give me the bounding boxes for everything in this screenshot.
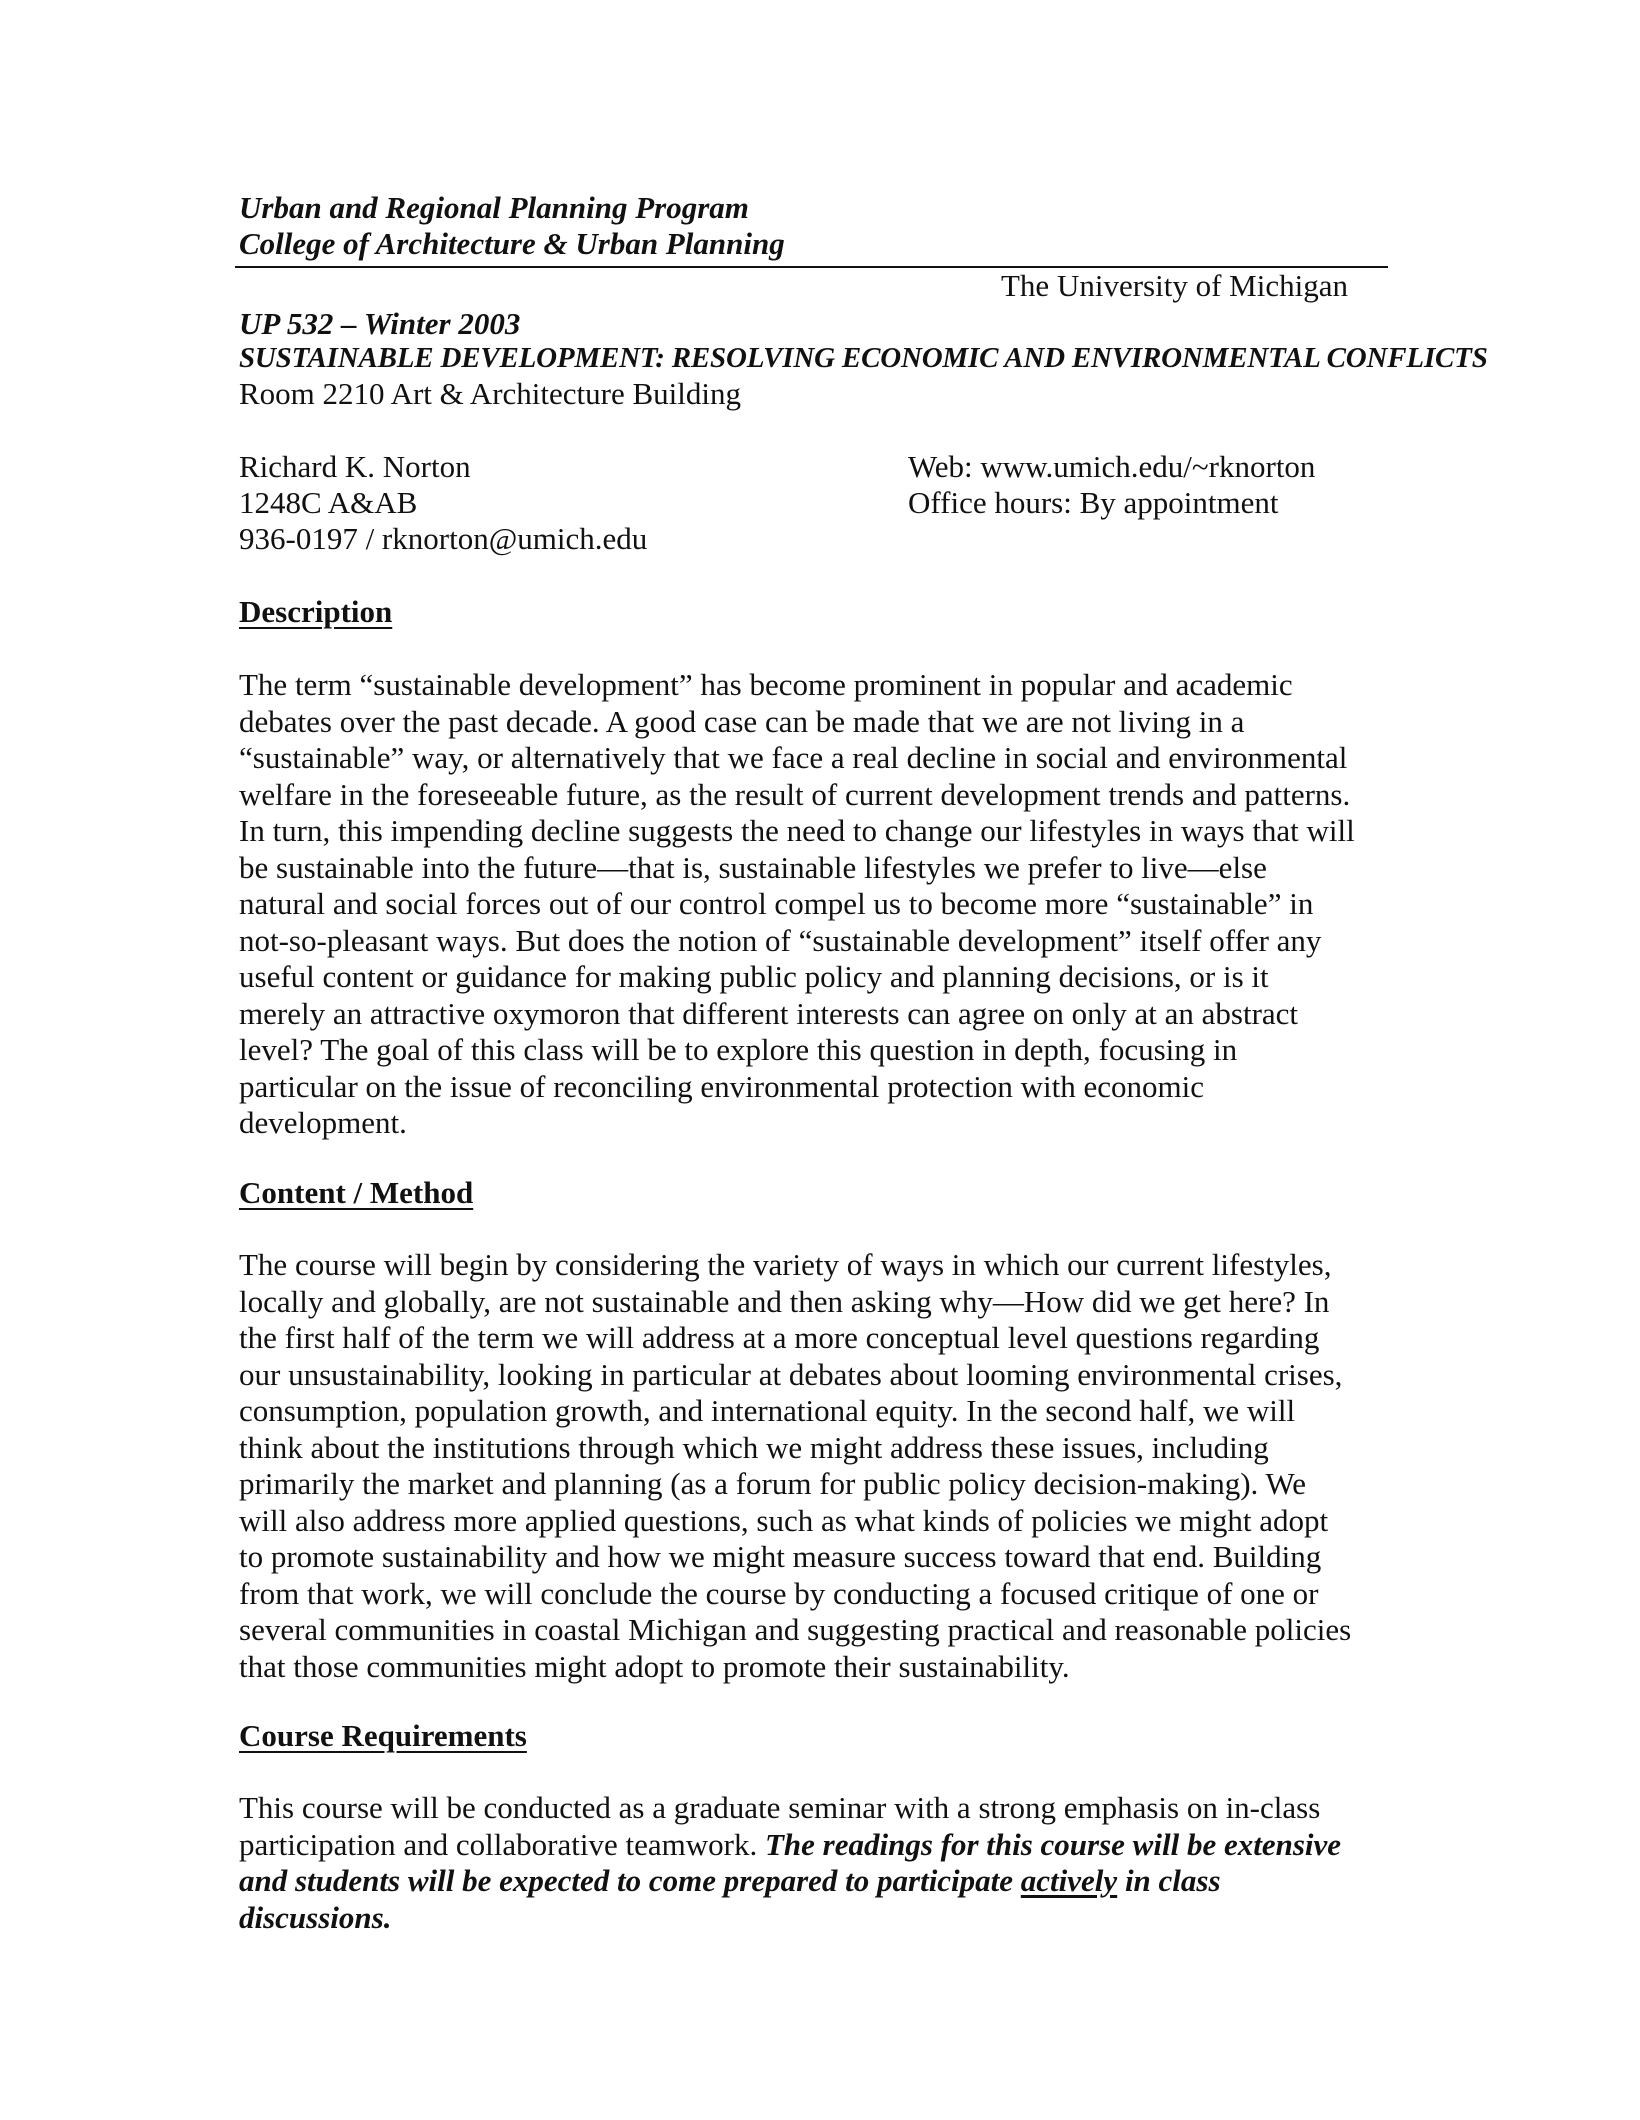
- actively-underlined-text: actively: [1020, 1863, 1118, 1898]
- paragraph-line: “sustainable” way, or alternatively that we face a real decline in social and environmental: [239, 740, 1348, 775]
- course-room: Room 2210 Art & Architecture Building: [239, 376, 741, 411]
- paragraph-line: our unsustainability, looking in particular at debates about looming environmental crises,: [239, 1356, 1343, 1392]
- paragraph-line: This course will be conducted as a graduate seminar with a strong emphasis on in-class: [239, 1790, 1321, 1825]
- paragraph-line: The course will begin by considering the variety of ways in which our current lifestyles,: [239, 1247, 1332, 1282]
- paragraph-line: [239, 1863, 1379, 1900]
- paragraph-line: The term “sustainable development” has become prominent in popular and academic: [239, 667, 1293, 702]
- instructor-web: Web: www.umich.edu/~rknorton: [908, 449, 1316, 484]
- paragraph-line: [239, 1827, 1379, 1864]
- paragraph-line: development.: [239, 1105, 407, 1140]
- paragraph-line: level? The goal of this class will be to explore this question in depth, focusing in: [239, 1032, 1238, 1067]
- course-number-term: UP 532 – Winter 2003: [239, 306, 521, 341]
- paragraph-line: to promote sustainability and how we might measure success toward that end. Building: [239, 1539, 1322, 1574]
- requirements-emphasis-text: and students will be expected to come prepared to participate: [239, 1863, 1021, 1898]
- requirements-paragraph: [239, 1790, 1379, 1936]
- paragraph-line: think about the institutions through which we might address these issues, including: [239, 1429, 1269, 1465]
- paragraph-line: several communities in coastal Michigan and suggesting practical and reasonable policies: [239, 1612, 1352, 1647]
- paragraph-line: merely an attractive oxymoron that different interests can agree on only at an abstract: [239, 995, 1299, 1031]
- description-heading: Description: [239, 594, 393, 629]
- content-method-heading: Content / Method: [239, 1175, 474, 1210]
- instructor-phone-email: 936-0197 / rknorton@umich.edu: [239, 521, 648, 556]
- college-name: College of Architecture & Urban Planning: [239, 226, 785, 261]
- paragraph-line: not-so-pleasant ways. But does the notion of “sustainable development” itself offer any: [239, 922, 1322, 958]
- instructor-office-hours: Office hours: By appointment: [908, 485, 1279, 520]
- paragraph-line: will also address more applied questions, such as what kinds of policies we might adopt: [239, 1502, 1329, 1538]
- paragraph-line: from that work, we will conclude the course by conducting a focused critique of one or: [239, 1575, 1319, 1611]
- content-method-paragraph: [239, 1247, 1379, 1685]
- course-title: SUSTAINABLE DEVELOPMENT: RESOLVING ECONOMIC AND ENVIRONMENTAL CONFLICTS: [239, 342, 1488, 374]
- paragraph-line: locally and globally, are not sustainable and then asking why—How did we get here? In: [239, 1283, 1330, 1319]
- paragraph-line: be sustainable into the future—that is, sustainable lifestyles we prefer to live—else: [239, 849, 1267, 885]
- description-paragraph: [239, 667, 1379, 1142]
- university-name: The University of Michigan: [1001, 268, 1348, 303]
- instructor-office: 1248C A&AB: [239, 485, 418, 520]
- paragraph-line: primarily the market and planning (as a forum for public policy decision-making). We: [239, 1466, 1306, 1501]
- paragraph-line: debates over the past decade. A good case can be made that we are not living in a: [239, 703, 1245, 739]
- paragraph-line: particular on the issue of reconciling environmental protection with economic: [239, 1068, 1204, 1104]
- paragraph-line: welfare in the foreseeable future, as the result of current development trends and patterns.: [239, 776, 1351, 812]
- requirements-heading: Course Requirements: [239, 1718, 527, 1753]
- paragraph-line: In turn, this impending decline suggests the need to change our lifestyles in ways that will: [239, 813, 1355, 848]
- program-name: Urban and Regional Planning Program: [239, 190, 749, 225]
- paragraph-line: natural and social forces out of our control compel us to become more “sustainable” in: [239, 886, 1314, 921]
- paragraph-line: useful content or guidance for making public policy and planning decisions, or is it: [239, 959, 1269, 994]
- paragraph-line: consumption, population growth, and international equity. In the second half, we will: [239, 1393, 1296, 1428]
- requirements-emphasis-text: The readings for this course will be extensive: [764, 1826, 1342, 1862]
- paragraph-line: that those communities might adopt to promote their sustainability.: [239, 1648, 1070, 1684]
- paragraph-line: discussions.: [239, 1899, 392, 1935]
- requirements-plain-text: participation and collaborative teamwork.: [239, 1826, 765, 1862]
- paragraph-line: the first half of the term we will address at a more conceptual level questions regarding: [239, 1320, 1320, 1355]
- requirements-emphasis-text: in class: [1117, 1863, 1221, 1898]
- instructor-name: Richard K. Norton: [239, 449, 471, 484]
